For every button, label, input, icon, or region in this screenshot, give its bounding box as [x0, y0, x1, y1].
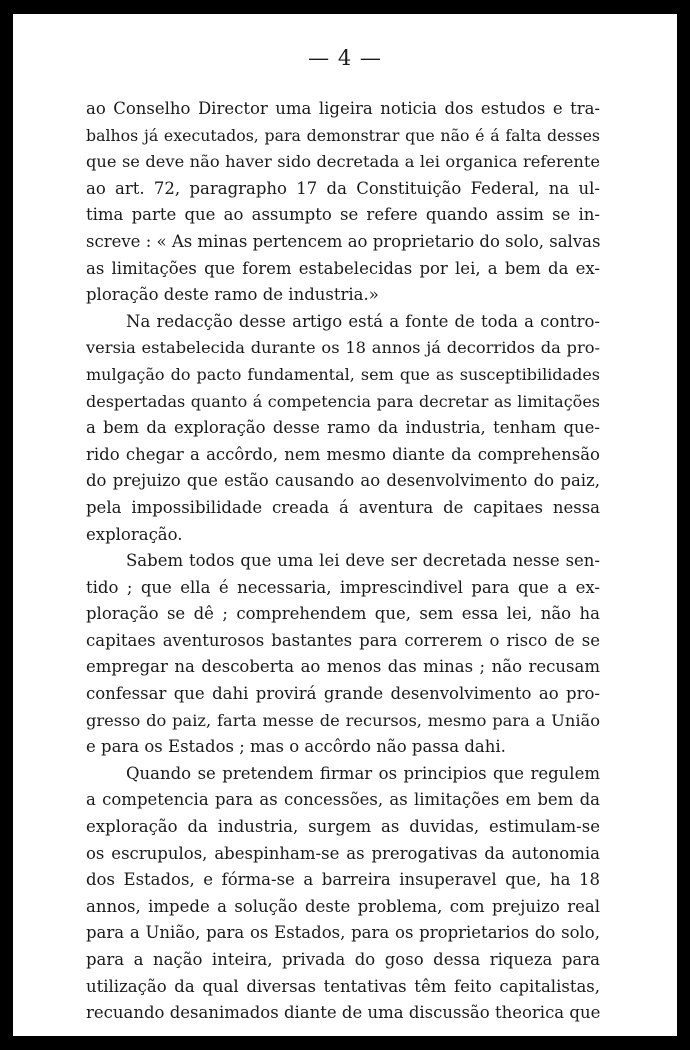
body-text	[86, 96, 600, 1027]
paragraph-2	[86, 309, 600, 548]
text-line: e para os Estados ; mas o accôrdo não passa dahi.	[86, 737, 506, 757]
text-line: que se deve não haver sido decretada a lei organica referente	[86, 152, 600, 172]
text-line: tido ; que ella é necessaria, imprescindivel para que a ex-	[86, 577, 600, 597]
page-number: — 4 —	[308, 46, 382, 70]
text-line: tima parte que ao assumpto se refere quando assim se in-	[86, 205, 600, 225]
text-line: despertadas quanto á competencia para decretar as limitações	[86, 391, 600, 411]
text-line: screve : « As minas pertencem ao proprietario do solo, salvas	[86, 231, 601, 251]
text-line: gresso do paiz, farta messe de recursos, mesmo para a União	[86, 710, 600, 730]
text-line: a competencia para as concessões, as limitações em bem da	[86, 790, 600, 810]
text-line: ploração deste ramo de industria.»	[86, 285, 379, 305]
paragraph-1	[86, 96, 600, 309]
text-line: balhos já executados, para demonstrar que não é á falta desses	[86, 125, 600, 145]
text-line: exploração.	[86, 524, 183, 544]
text-line: as limitações que forem estabelecidas por lei, a bem da ex-	[86, 258, 600, 278]
text-line: ao art. 72, paragrapho 17 da Constituição Federal, na ul-	[86, 178, 600, 198]
text-line: rido chegar a accôrdo, nem mesmo diante da comprehensão	[86, 444, 600, 464]
text-line: Sabem todos que uma lei deve ser decretada nesse sen-	[126, 551, 600, 571]
text-line: pela impossibilidade creada á aventura de capitaes nessa	[86, 497, 600, 517]
text-line: dos Estados, e fórma-se a barreira insuperavel que, ha 18	[86, 870, 600, 890]
text-line: ao Conselho Director uma ligeira noticia dos estudos e tra-	[86, 99, 600, 118]
text-line: recuando desanimados diante de uma discussão theorica que	[86, 1003, 601, 1023]
text-line: para a União, para os Estados, para os proprietarios do solo,	[86, 923, 600, 943]
paragraph-3	[86, 548, 600, 761]
text-line: para a nação inteira, privada do goso dessa riqueza para	[86, 950, 600, 969]
text-line: capitaes aventurosos bastantes para correrem o risco de se	[86, 630, 600, 650]
text-line: versia estabelecida durante os 18 annos já decorridos da pro-	[86, 338, 600, 358]
text-line: empregar na descoberta ao menos das minas ; não recusam	[86, 657, 600, 677]
text-line: os escrupulos, abespinham-se as prerogativas da autonomia	[86, 843, 600, 863]
text-line: Quando se pretendem firmar os principios que regulem	[126, 763, 600, 783]
text-line: Na redacção desse artigo está a fonte de toda a contro-	[126, 311, 600, 331]
text-line: confessar que dahi provirá grande desenvolvimento ao pro-	[86, 684, 600, 704]
paragraph-4	[86, 761, 600, 1027]
text-line: utilização da qual diversas tentativas têm feito capitalistas,	[86, 976, 600, 996]
text-line: a bem da exploração desse ramo da industria, tenham que-	[86, 418, 600, 438]
text-line: mulgação do pacto fundamental, sem que as susceptibilidades	[86, 364, 600, 384]
text-line: annos, impede a solução deste problema, com prejuizo real	[86, 896, 600, 916]
text-line: do prejuizo que estão causando ao desenvolvimento do paiz,	[86, 471, 600, 491]
text-line: ploração se dê ; comprehendem que, sem essa lei, não ha	[86, 604, 600, 624]
text-line: exploração da industria, surgem as duvidas, estimulam-se	[86, 817, 600, 837]
document-page	[13, 14, 677, 1036]
